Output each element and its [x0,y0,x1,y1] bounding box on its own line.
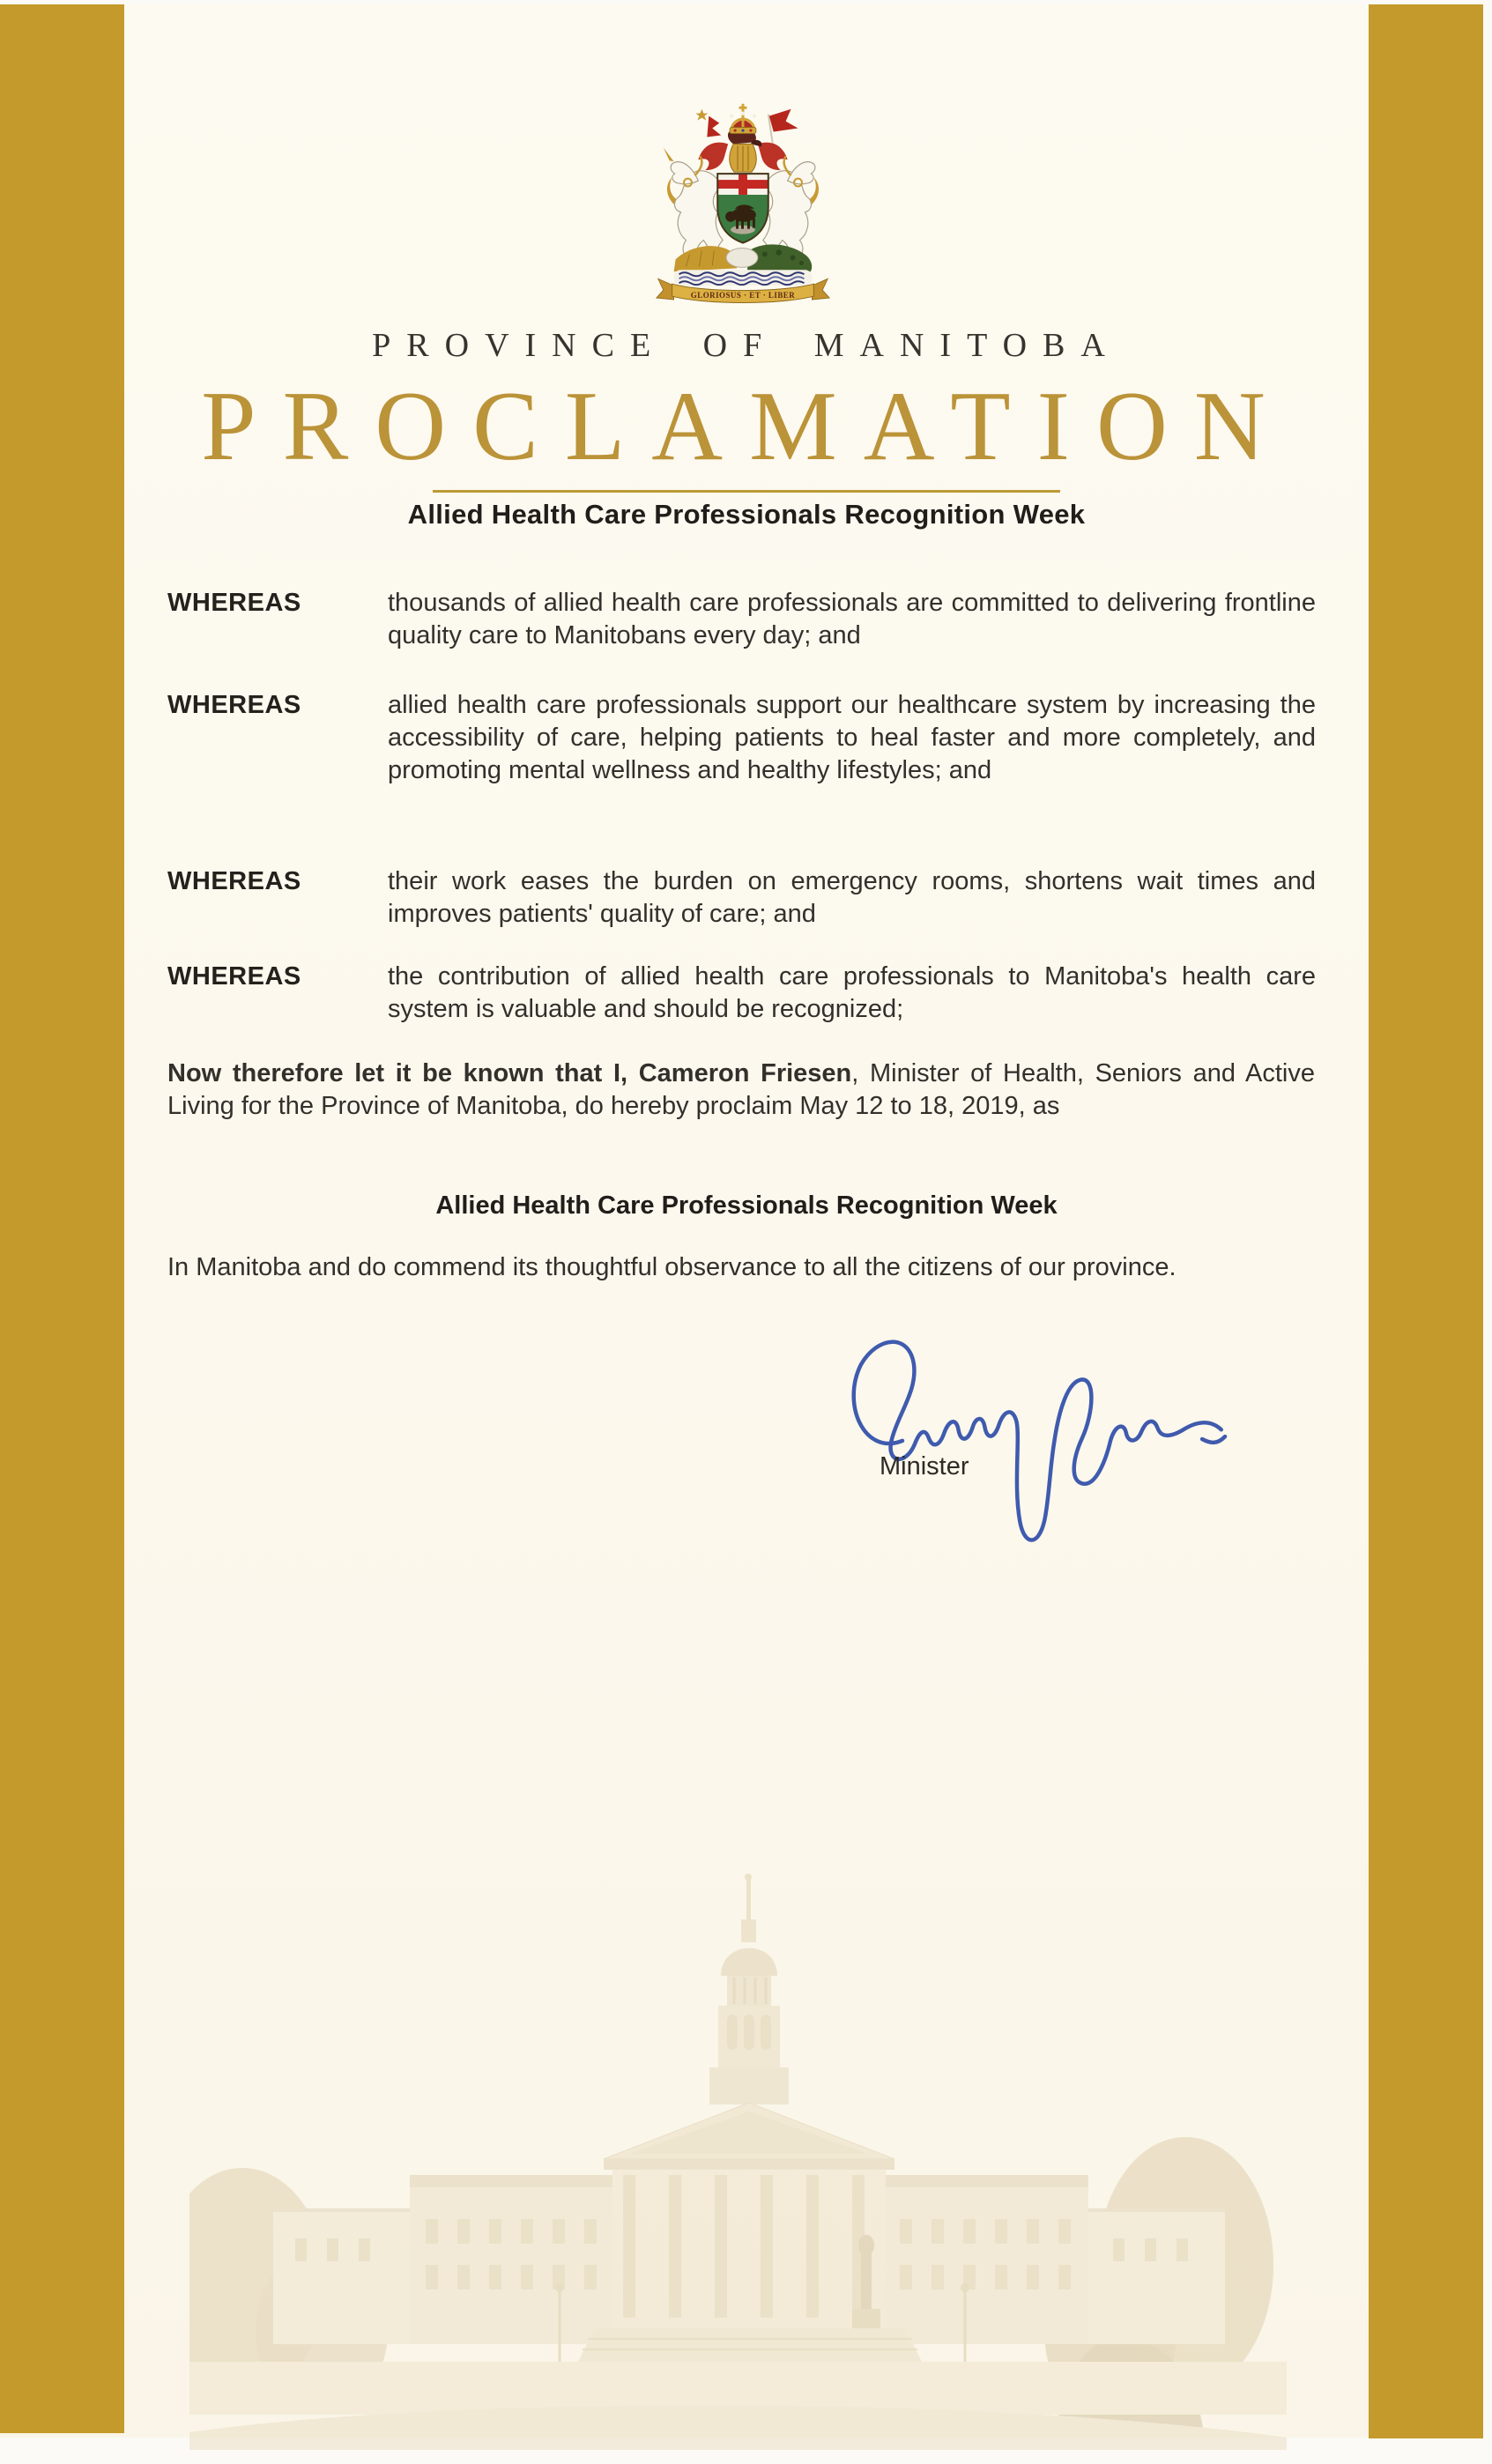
signature-role-label: Minister [880,1452,969,1481]
crest-flag [769,109,798,132]
whereas-label-3: WHEREAS [167,867,301,895]
crest-motto: GLORIOSUS · ET · LIBER [690,291,796,301]
whereas-clause-2: allied health care professionals support our healthcare system by increasing the accessibility of care, helping patients to heal faster and more completely, and promoting mental wellness and healthy lifestyles; and [388,691,1316,784]
crest-crown [730,104,756,134]
whereas-clause-1: thousands of allied health care professionals are committed to delivering frontline quality care to Manitobans every day; and [388,589,1316,649]
closing-paragraph: In Manitoba and do commend its thoughtful observance to all the citizens of our province. [167,1253,1177,1281]
province-line: PROVINCE OF MANITOBA [372,327,1121,364]
therefore-paragraph [167,1058,1315,1123]
whereas-label-2: WHEREAS [167,691,301,719]
crest-left-ribbon [707,116,721,137]
whereas-clause-3: their work eases the burden on emergency rooms, shortens wait times and improves patients' quality of care; and [388,867,1316,928]
title-rule [433,490,1060,493]
crest-shield [717,174,768,242]
proclaimed-week-title: Allied Health Care Professionals Recognition Week [435,1191,1058,1220]
proclamation-title: PROCLAMATION [201,372,1292,481]
manitoba-coat-of-arms-icon [650,78,836,305]
whereas-label-1: WHEREAS [167,589,301,617]
minister-signature [813,1304,1236,1574]
whereas-label-4: WHEREAS [167,962,301,991]
right-gold-border [1369,4,1483,2438]
legislative-building-watermark [189,1868,1287,2450]
recognition-week-heading: Allied Health Care Professionals Recognition Week [407,499,1086,530]
therefore-bold-lead: Now therefore let it be known that I, Cameron Friesen [167,1059,852,1087]
therefore-regular-text: , Minister of Health, Seniors and Active Living for the Province of Manitoba, do hereby proclaim May 12 to 18, 2019, as [167,1059,1315,1120]
left-gold-border [0,4,124,2433]
whereas-clause-4: the contribution of allied health care professionals to Manitoba's health care system is valuable and should be recognized; [388,962,1316,1023]
